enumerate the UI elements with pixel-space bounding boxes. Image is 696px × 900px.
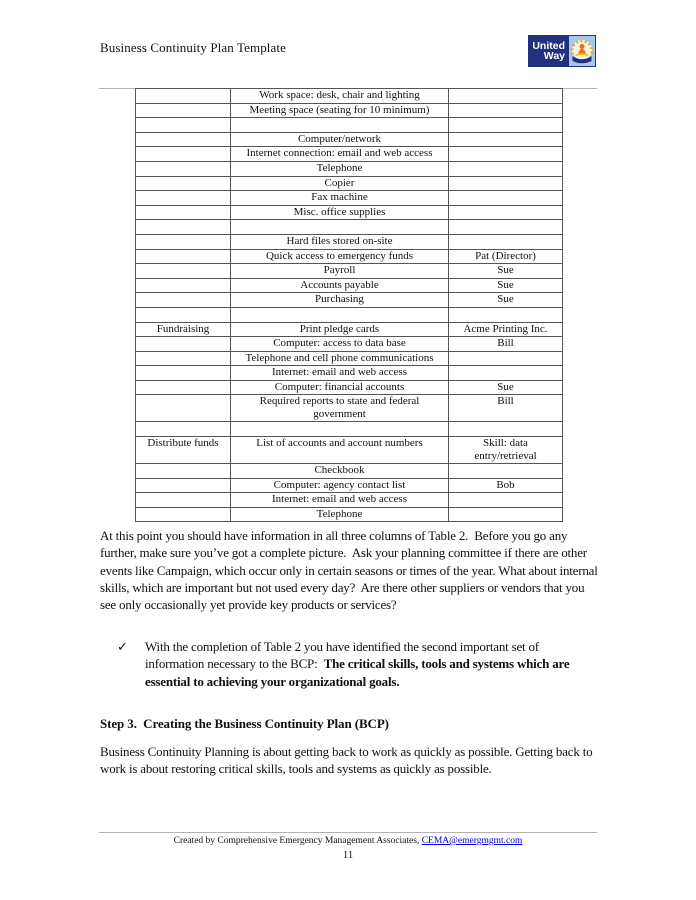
col-function-cell [136, 493, 231, 508]
col-item-cell [231, 220, 449, 235]
col-function-cell [136, 176, 231, 191]
step3-heading: Step 3. Creating the Business Continuity Plan (BCP) [100, 716, 389, 731]
col-who-cell [449, 422, 563, 437]
col-item-cell: Internet: email and web access [231, 493, 449, 508]
col-who-cell [449, 351, 563, 366]
col-function-cell [136, 366, 231, 381]
page-number: 11 [342, 849, 354, 861]
table-row [136, 205, 563, 220]
col-function-cell [136, 264, 231, 279]
col-item-cell: Checkbook [231, 464, 449, 479]
table-row [136, 293, 563, 308]
table-row [136, 437, 563, 464]
table-row [136, 176, 563, 191]
col-function-cell [136, 422, 231, 437]
col-item-cell: Telephone [231, 507, 449, 522]
col-who-cell [449, 176, 563, 191]
table-row [136, 89, 563, 104]
table-row [136, 147, 563, 162]
table-row [136, 118, 563, 133]
table-row [136, 464, 563, 479]
document-title: Business Continuity Plan Template [100, 40, 286, 55]
united-way-emblem-icon [569, 36, 595, 66]
united-way-logo-text [528, 41, 569, 61]
table-row [136, 103, 563, 118]
footer-email-link[interactable]: CEMA@emergmgmt.com [421, 836, 523, 846]
col-function-cell [136, 249, 231, 264]
logo-word-united: United [532, 40, 565, 52]
col-who-cell [449, 507, 563, 522]
col-who-cell: Bob [449, 478, 563, 493]
table-row [136, 234, 563, 249]
bullet-text [145, 638, 587, 690]
col-item-cell: Computer: financial accounts [231, 380, 449, 395]
col-function-cell [136, 307, 231, 322]
footer-credit [100, 835, 596, 847]
table-row [136, 337, 563, 352]
table-row [136, 395, 563, 422]
col-function-cell [136, 132, 231, 147]
col-who-cell [449, 220, 563, 235]
logo-word-way: Way [543, 50, 565, 62]
col-who-cell [449, 118, 563, 133]
table-row [136, 507, 563, 522]
col-who-cell: Bill [449, 395, 563, 422]
col-who-cell [449, 89, 563, 104]
col-item-cell: Computer: agency contact list [231, 478, 449, 493]
paragraph-table2-review: At this point you should have information in all three columns of Table 2. Before you go any further, make sure you’ve got a complete picture. Ask your planning committee if there are other events like Campaign, which occur only in certain seasons or times of the year. What about internal skills, which are important but not used every day? Are there other suppliers or vendors that you see only occasionally yet provide key products or services? [100, 528, 601, 613]
col-function-cell [136, 351, 231, 366]
col-item-cell [231, 118, 449, 133]
checkmark-icon: ✓ [117, 639, 128, 654]
col-who-cell: Sue [449, 264, 563, 279]
table-row [136, 161, 563, 176]
col-item-cell: Internet: email and web access [231, 366, 449, 381]
col-who-cell [449, 234, 563, 249]
col-item-cell: Internet connection: email and web access [231, 147, 449, 162]
table-row [136, 366, 563, 381]
table-row [136, 380, 563, 395]
col-who-cell: Acme Printing Inc. [449, 322, 563, 337]
col-who-cell [449, 161, 563, 176]
col-item-cell: Purchasing [231, 293, 449, 308]
bullet-text-normal: With the completion of Table 2 you have identified the second important set of information necessary to the BCP: [145, 639, 542, 672]
table-row [136, 322, 563, 337]
col-item-cell: Payroll [231, 264, 449, 279]
paragraph-step3-intro: Business Continuity Planning is about getting back to work as quickly as possible. Getting back to work is about restoring critical skills, tools and systems as quickly as possible. [100, 744, 596, 777]
col-function-cell: Fundraising [136, 322, 231, 337]
col-item-cell: Quick access to emergency funds [231, 249, 449, 264]
checkmark-bullet [117, 638, 587, 690]
col-item-cell [231, 422, 449, 437]
col-item-cell: Telephone and cell phone communications [231, 351, 449, 366]
col-who-cell: Pat (Director) [449, 249, 563, 264]
col-item-cell [231, 307, 449, 322]
col-item-cell: Work space: desk, chair and lighting [231, 89, 449, 104]
col-function-cell [136, 278, 231, 293]
col-who-cell [449, 493, 563, 508]
col-function-cell [136, 191, 231, 206]
col-who-cell: Sue [449, 278, 563, 293]
footer-rule [99, 832, 597, 833]
table-row [136, 191, 563, 206]
col-function-cell [136, 478, 231, 493]
table-row [136, 132, 563, 147]
table-row [136, 422, 563, 437]
col-function-cell [136, 118, 231, 133]
col-function-cell [136, 161, 231, 176]
col-function-cell [136, 464, 231, 479]
skills-table-body [136, 89, 563, 522]
col-function-cell [136, 103, 231, 118]
col-who-cell [449, 132, 563, 147]
col-who-cell [449, 464, 563, 479]
col-function-cell: Distribute funds [136, 437, 231, 464]
col-who-cell: Sue [449, 293, 563, 308]
col-function-cell [136, 220, 231, 235]
table-row [136, 493, 563, 508]
col-who-cell [449, 307, 563, 322]
footer-credit-text: Created by Comprehensive Emergency Management Associates, [173, 836, 422, 846]
col-who-cell [449, 366, 563, 381]
col-item-cell: Required reports to state and federal government [231, 395, 449, 422]
col-function-cell [136, 395, 231, 422]
col-item-cell: Telephone [231, 161, 449, 176]
col-function-cell [136, 293, 231, 308]
col-who-cell: Skill: data entry/retrieval [449, 437, 563, 464]
col-item-cell: Print pledge cards [231, 322, 449, 337]
col-item-cell: Accounts payable [231, 278, 449, 293]
col-who-cell: Sue [449, 380, 563, 395]
col-item-cell: Computer/network [231, 132, 449, 147]
col-function-cell [136, 89, 231, 104]
col-item-cell: Computer: access to data base [231, 337, 449, 352]
united-way-logo [528, 35, 596, 67]
col-item-cell: Copier [231, 176, 449, 191]
table-row [136, 478, 563, 493]
table-row [136, 249, 563, 264]
table-row [136, 278, 563, 293]
skills-tools-table [135, 88, 563, 522]
col-function-cell [136, 380, 231, 395]
bullet-text-bold: The critical skills, tools and systems which are essential to achieving your organizational goals. [145, 656, 573, 689]
table-row [136, 220, 563, 235]
col-who-cell [449, 205, 563, 220]
col-function-cell [136, 147, 231, 162]
col-who-cell [449, 103, 563, 118]
col-function-cell [136, 205, 231, 220]
col-function-cell [136, 507, 231, 522]
col-item-cell: Misc. office supplies [231, 205, 449, 220]
col-who-cell [449, 147, 563, 162]
col-item-cell: Hard files stored on-site [231, 234, 449, 249]
col-item-cell: Fax machine [231, 191, 449, 206]
col-function-cell [136, 234, 231, 249]
col-item-cell: Meeting space (seating for 10 minimum) [231, 103, 449, 118]
table-row [136, 264, 563, 279]
col-who-cell [449, 191, 563, 206]
table-row [136, 307, 563, 322]
col-item-cell: List of accounts and account numbers [231, 437, 449, 464]
col-who-cell: Bill [449, 337, 563, 352]
table-row [136, 351, 563, 366]
col-function-cell [136, 337, 231, 352]
